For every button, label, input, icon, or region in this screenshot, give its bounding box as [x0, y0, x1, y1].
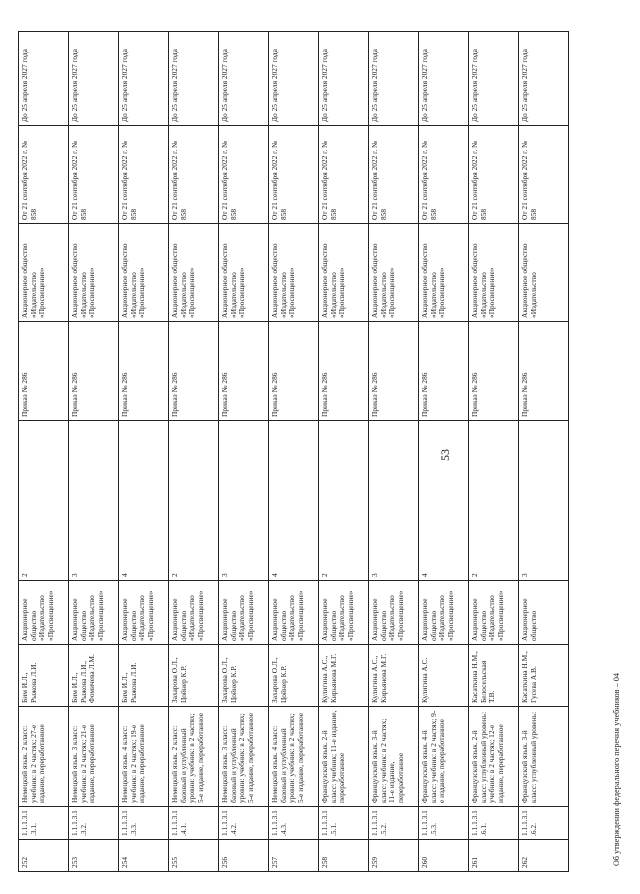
- cell-code: 1.1.1.3.1.3.1.: [19, 807, 69, 840]
- table-row: [419, 32, 469, 872]
- cell-rights: Акционерное общество «Издательство: [519, 224, 569, 322]
- cell-date: От 21 сентября 2022 г. № 858: [519, 126, 569, 224]
- cell-date: От 21 сентября 2022 г. № 858: [419, 126, 469, 224]
- cell-n: 253: [69, 840, 119, 872]
- cell-until: До 25 апреля 2027 года: [219, 32, 269, 126]
- cell-rights: Акционерное общество «Издательство «Просвещение»: [119, 224, 169, 322]
- cell-order: Приказ № 286: [169, 322, 219, 421]
- cell-publisher: Акционерное общество «Издательство «Просвещение»: [369, 581, 419, 645]
- cell-date: От 21 сентября 2022 г. № 858: [119, 126, 169, 224]
- table-row: [119, 32, 169, 872]
- cell-name: Немецкий язык. 2 класс: учебник: в 2 частях; 27-е издание, переработанное: [19, 707, 69, 807]
- cell-code: 1.1.1.3.1.4.1.: [169, 807, 219, 840]
- cell-grade: 3: [519, 421, 569, 581]
- cell-publisher: Акционерное общество: [519, 581, 569, 645]
- cell-publisher: Акционерное общество «Издательство «Просвещение»: [119, 581, 169, 645]
- cell-n: 252: [19, 840, 69, 872]
- cell-code: 1.1.1.3.1.3.3.: [119, 807, 169, 840]
- cell-authors: Кулигина А.С., Кирьянова М.Г.: [319, 645, 369, 707]
- cell-rights: Акционерное общество «Издательство «Просвещение»: [169, 224, 219, 322]
- cell-until: До 25 апреля 2027 года: [369, 32, 419, 126]
- cell-authors: Захарова О.Л., Цойнер К.Р.: [269, 645, 319, 707]
- cell-n: 261: [469, 840, 519, 872]
- table-row: [469, 32, 519, 872]
- cell-n: 259: [369, 840, 419, 872]
- cell-rights: Акционерное общество «Издательство «Просвещение»: [269, 224, 319, 322]
- cell-code: 1.1.1.3.1.6.1.: [469, 807, 519, 840]
- cell-date: От 21 сентября 2022 г. № 858: [69, 126, 119, 224]
- cell-grade: 2: [169, 421, 219, 581]
- cell-code: 1.1.1.3.1.6.2.: [519, 807, 569, 840]
- cell-authors: Захарова О.Л., Цойнер К.Р.: [169, 645, 219, 707]
- cell-publisher: Акционерное общество «Издательство «Просвещение»: [169, 581, 219, 645]
- cell-grade: 4: [269, 421, 319, 581]
- cell-grade: 4: [119, 421, 169, 581]
- cell-date: От 21 сентября 2022 г. № 858: [19, 126, 69, 224]
- cell-until: До 25 апреля 2027 года: [169, 32, 219, 126]
- cell-grade: 2: [469, 421, 519, 581]
- cell-authors: Касаткина Н.М., Гусева А.В.: [519, 645, 569, 707]
- cell-name: Немецкий язык. 3 класс: учебник: в 2 частях; 21-е издание, переработанное: [69, 707, 119, 807]
- cell-until: До 25 апреля 2027 года: [19, 32, 69, 126]
- cell-code: 1.1.1.3.1.5.1.: [319, 807, 369, 840]
- cell-rights: Акционерное общество «Издательство «Просвещение»: [69, 224, 119, 322]
- cell-until: До 25 апреля 2027 года: [69, 32, 119, 126]
- cell-grade: 4: [419, 421, 469, 581]
- cell-authors: Бим И.Л., Рыжова Л.И.: [19, 645, 69, 707]
- cell-name: Французский язык. 3-й класс: углубленный уровень:: [519, 707, 569, 807]
- textbook-table: [18, 31, 569, 872]
- cell-name: Французский язык. 2-й класс: учебник; 11-е издание, переработанное: [319, 707, 369, 807]
- cell-order: Приказ № 286: [69, 322, 119, 421]
- cell-until: До 25 апреля 2027 года: [519, 32, 569, 126]
- cell-publisher: Акционерное общество «Издательство «Просвещение»: [69, 581, 119, 645]
- cell-code: 1.1.1.3.1.4.2.: [219, 807, 269, 840]
- cell-n: 256: [219, 840, 269, 872]
- cell-until: До 25 апреля 2027 года: [269, 32, 319, 126]
- cell-n: 255: [169, 840, 219, 872]
- cell-order: Приказ № 286: [19, 322, 69, 421]
- cell-date: От 21 сентября 2022 г. № 858: [169, 126, 219, 224]
- cell-name: Немецкий язык. 4 класс: базовый и углубленный уровни: учебник: в 2 частях; 5-е издание, переработанное: [269, 707, 319, 807]
- cell-rights: Акционерное общество «Издательство «Просвещение»: [19, 224, 69, 322]
- cell-authors: Касаткина Н.М., Белосельская Т.В.: [469, 645, 519, 707]
- table-row: [319, 32, 369, 872]
- cell-publisher: Акционерное общество «Издательство «Просвещение»: [319, 581, 369, 645]
- cell-authors: Захарова О.Л., Цойнер К.Р.: [219, 645, 269, 707]
- cell-n: 258: [319, 840, 369, 872]
- table-row: [519, 32, 569, 872]
- table-row: [169, 32, 219, 872]
- cell-rights: Акционерное общество «Издательство «Просвещение»: [369, 224, 419, 322]
- cell-until: До 25 апреля 2027 года: [119, 32, 169, 126]
- cell-until: До 25 апреля 2027 года: [469, 32, 519, 126]
- cell-n: 262: [519, 840, 569, 872]
- cell-publisher: Акционерное общество «Издательство «Просвещение»: [469, 581, 519, 645]
- cell-authors: Бим И.Л., Рыжова Л.И., Фомичева Л.М.: [69, 645, 119, 707]
- cell-publisher: Акционерное общество «Издательство «Просвещение»: [219, 581, 269, 645]
- table-row: [219, 32, 269, 872]
- cell-authors: Кулигина А.С.: [419, 645, 469, 707]
- cell-n: 257: [269, 840, 319, 872]
- cell-rights: Акционерное общество «Издательство «Просвещение»: [419, 224, 469, 322]
- cell-name: Французский язык. 3-й класс: учебник: в 2 частях; 11-е издание, переработанное: [369, 707, 419, 807]
- page-number: 53: [438, 449, 452, 461]
- cell-authors: Бим И.Л., Рыжова Л.И.: [119, 645, 169, 707]
- table-row: [369, 32, 419, 872]
- cell-publisher: Акционерное общество «Издательство «Просвещение»: [269, 581, 319, 645]
- cell-date: От 21 сентября 2022 г. № 858: [319, 126, 369, 224]
- cell-order: Приказ № 286: [119, 322, 169, 421]
- cell-until: До 25 апреля 2027 года: [319, 32, 369, 126]
- cell-order: Приказ № 286: [219, 322, 269, 421]
- cell-date: От 21 сентября 2022 г. № 858: [369, 126, 419, 224]
- cell-authors: Кулигина А.С., Кирьянова М.Г.: [369, 645, 419, 707]
- cell-n: 254: [119, 840, 169, 872]
- cell-publisher: Акционерное общество «Издательство «Просвещение»: [19, 581, 69, 645]
- cell-grade: 3: [69, 421, 119, 581]
- cell-order: Приказ № 286: [269, 322, 319, 421]
- cell-name: Французский язык. 4-й класс: учебник: в 2 частях; 9-е издание, переработанное: [419, 707, 469, 807]
- cell-date: От 21 сентября 2022 г. № 858: [219, 126, 269, 224]
- cell-order: Приказ № 286: [469, 322, 519, 421]
- cell-name: Немецкий язык. 2 класс: базовый и углубленный уровни: учебник: в 2 частях; 5-е издание, переработанное: [169, 707, 219, 807]
- cell-grade: 2: [319, 421, 369, 581]
- cell-date: От 21 сентября 2022 г. № 858: [469, 126, 519, 224]
- cell-rights: Акционерное общество «Издательство «Просвещение»: [319, 224, 369, 322]
- cell-grade: 2: [19, 421, 69, 581]
- cell-name: Французский язык. 2-й класс: углубленный уровень: учебник: в 2 частях; 12-е издание, переработанное: [469, 707, 519, 807]
- table-row: [269, 32, 319, 872]
- cell-name: Немецкий язык. 3 класс: базовый и углубленный уровни: учебник: в 2 частях; 5-е издание, переработанное: [219, 707, 269, 807]
- footer-note: Об утверждении федерального перечня учебников – 04: [612, 672, 621, 866]
- table-row: [19, 32, 69, 872]
- cell-code: 1.1.1.3.1.5.3.: [419, 807, 469, 840]
- cell-rights: Акционерное общество «Издательство «Просвещение»: [469, 224, 519, 322]
- cell-publisher: Акционерное общество «Издательство «Просвещение»: [419, 581, 469, 645]
- cell-order: Приказ № 286: [319, 322, 369, 421]
- cell-order: Приказ № 286: [519, 322, 569, 421]
- cell-until: До 25 апреля 2027 года: [419, 32, 469, 126]
- cell-n: 260: [419, 840, 469, 872]
- cell-grade: 3: [219, 421, 269, 581]
- cell-code: 1.1.1.3.1.3.2.: [69, 807, 119, 840]
- cell-date: От 21 сентября 2022 г. № 858: [269, 126, 319, 224]
- cell-name: Немецкий язык. 4 класс: учебник: в 2 частях; 19-е издание, переработанное: [119, 707, 169, 807]
- cell-rights: Акционерное общество «Издательство «Просвещение»: [219, 224, 269, 322]
- cell-code: 1.1.1.3.1.4.3.: [269, 807, 319, 840]
- cell-order: Приказ № 286: [369, 322, 419, 421]
- cell-code: 1.1.1.3.1.5.2.: [369, 807, 419, 840]
- cell-grade: 3: [369, 421, 419, 581]
- cell-order: Приказ № 286: [419, 322, 469, 421]
- table-row: [69, 32, 119, 872]
